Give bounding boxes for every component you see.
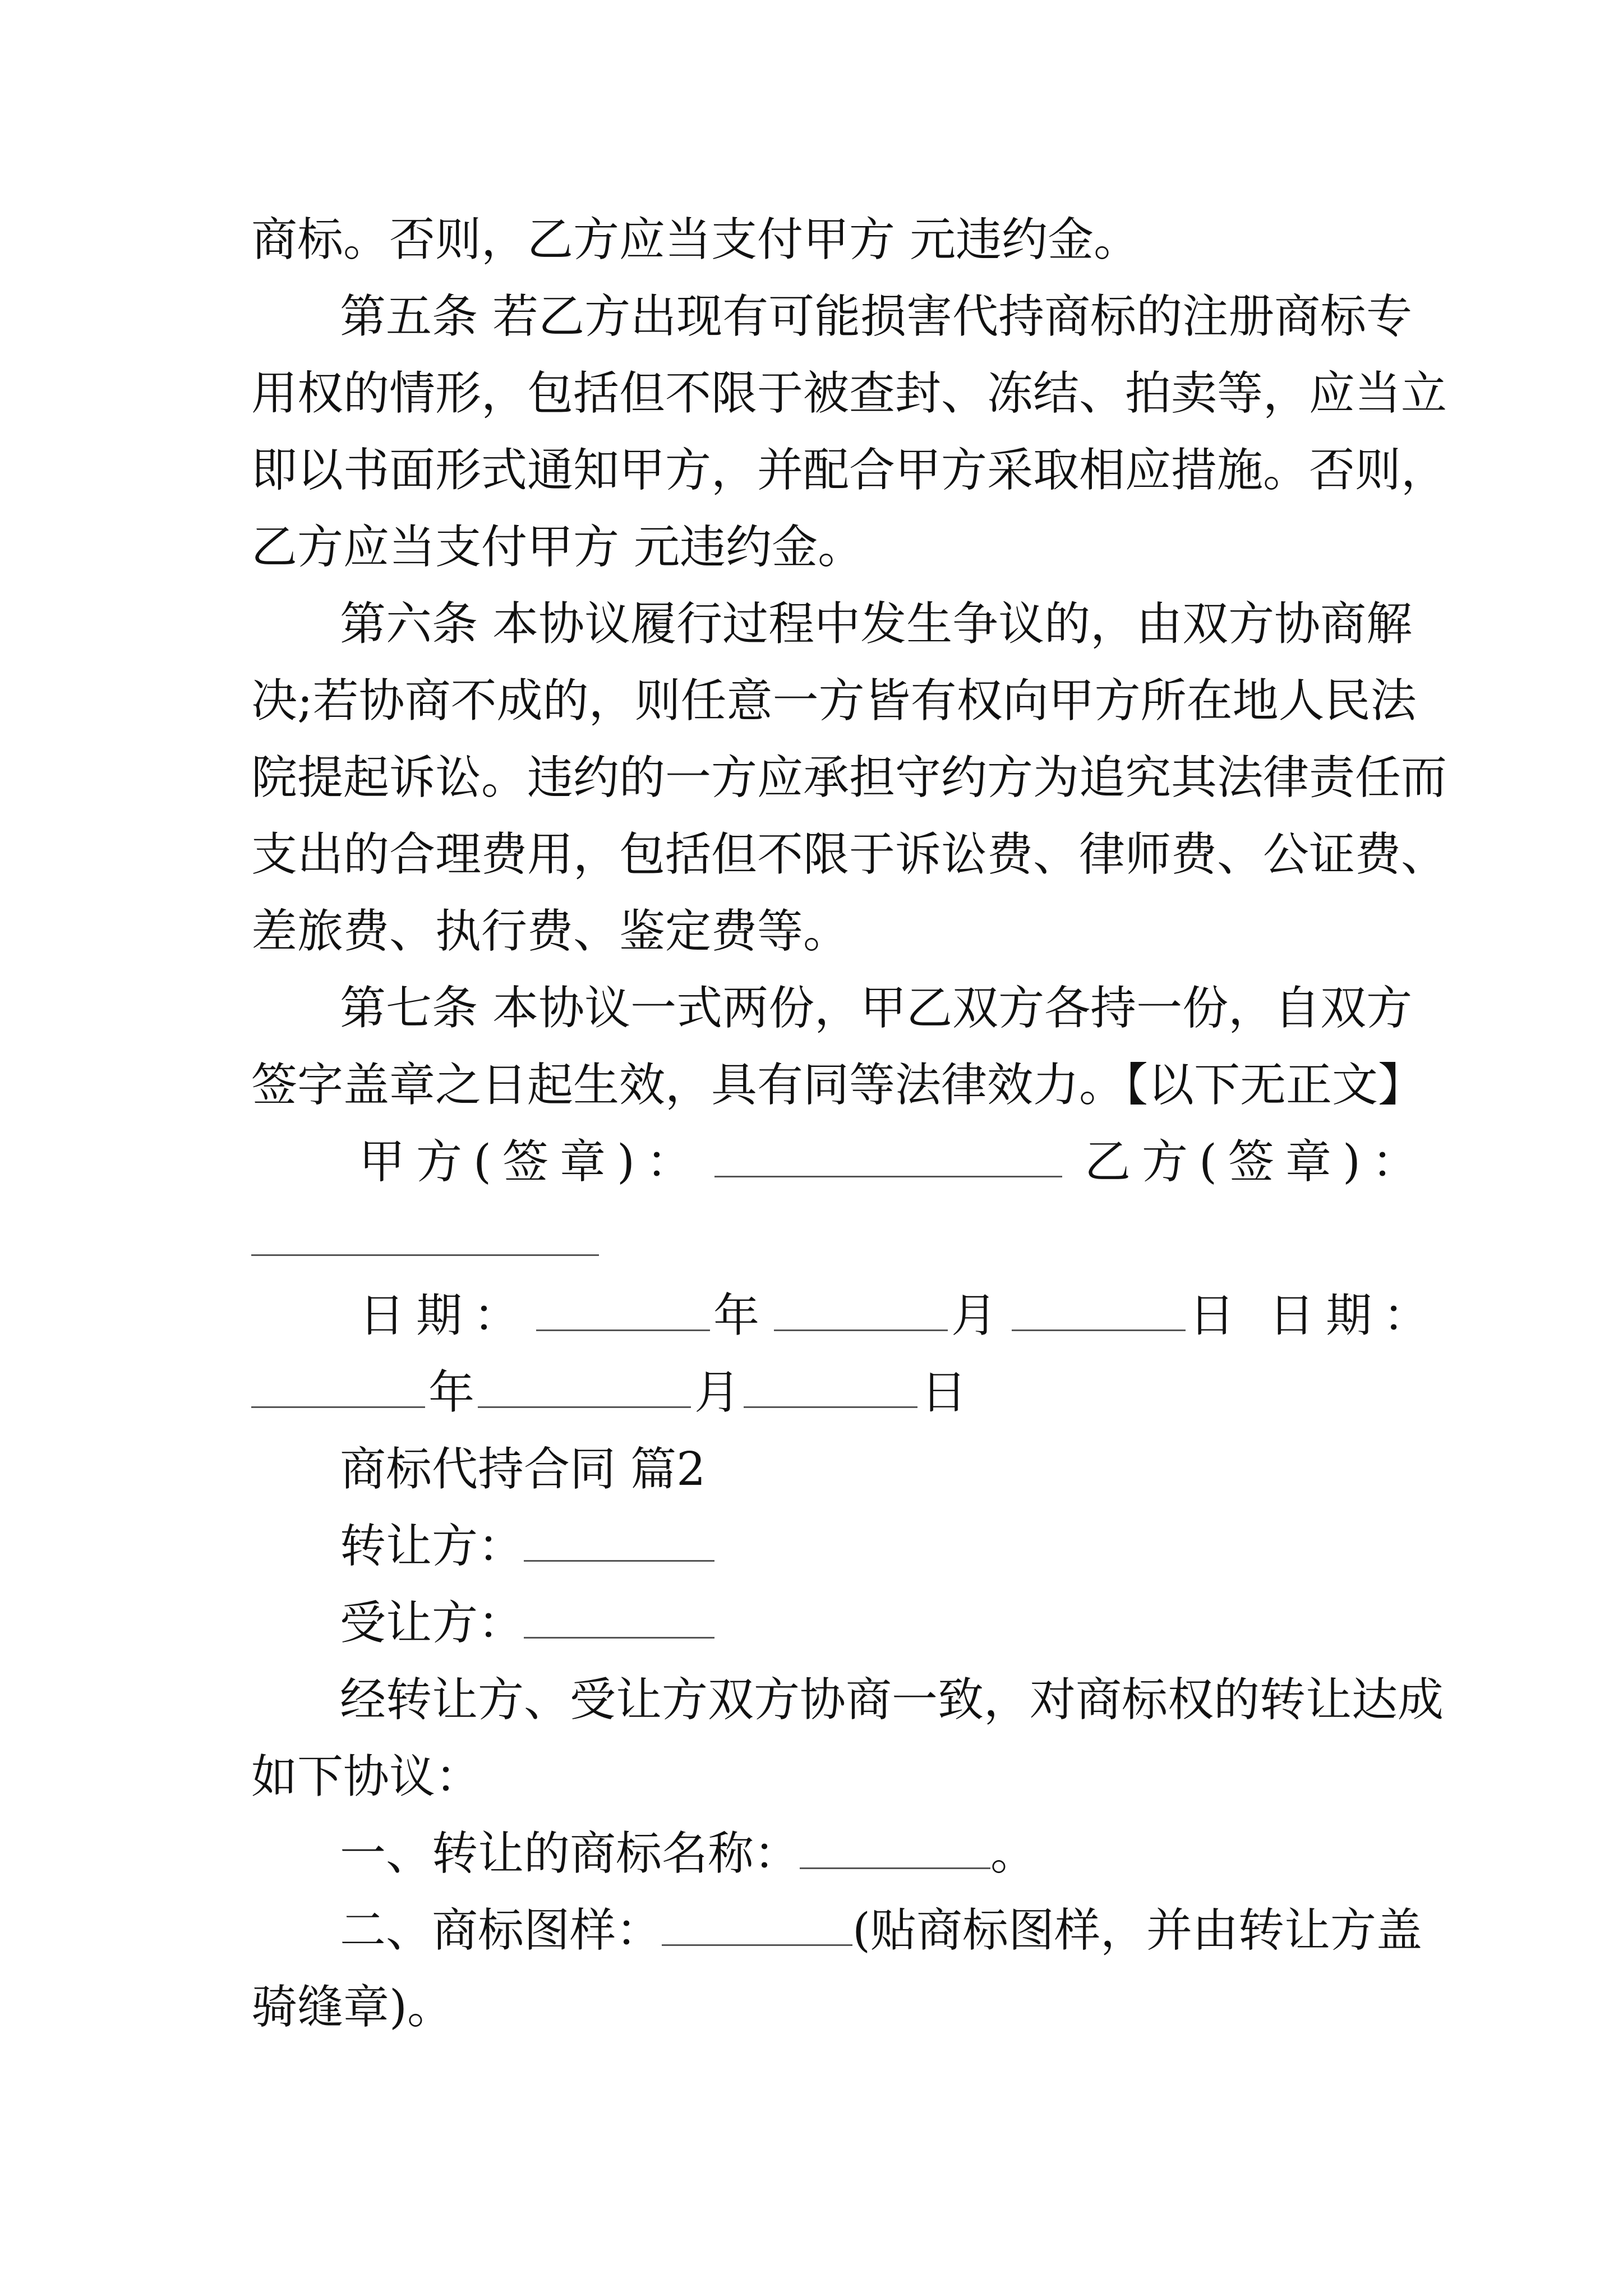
transferor-label: 转让方： [340, 1520, 524, 1573]
month-label: 月 [694, 1366, 741, 1419]
day-blank [1012, 1288, 1186, 1331]
party-b-signature-blank [251, 1254, 599, 1256]
item-2-label: 二、商标图样： [340, 1904, 662, 1957]
transferor-blank [524, 1519, 714, 1562]
year-blank [251, 1365, 425, 1408]
intro-line: 经转让方、受让方双方协商一致，对商标权的转让达成 [340, 1673, 1444, 1727]
intro-line: 如下协议： [251, 1750, 482, 1803]
text-line: 乙方应当支付甲方 元违约金。 [251, 521, 864, 574]
party-a-signature-blank [714, 1134, 1062, 1177]
item-1-row [340, 1826, 1036, 1882]
text-line: 院提起诉讼。违约的一方应承担守约方为追究其法律责任而 [251, 751, 1447, 804]
section-title: 商标代持合同 篇2 [340, 1443, 706, 1496]
day-label: 日 [921, 1366, 967, 1419]
item-2-row [340, 1903, 1422, 1959]
item-1-end: 。 [990, 1827, 1037, 1880]
month-blank [478, 1365, 691, 1408]
item-2-continuation: 骑缝章)。 [251, 1981, 453, 2034]
text-line: 支出的合理费用，包括但不限于诉讼费、律师费、公证费、 [251, 828, 1447, 881]
text-line: 即以书面形式通知甲方，并配合甲方采取相应措施。否则， [251, 444, 1447, 497]
item-1-label: 一、转让的商标名称： [340, 1827, 800, 1880]
month-label: 月 [951, 1289, 1009, 1342]
year-label: 年 [428, 1366, 475, 1419]
party-a-date-label: 日期： [359, 1289, 531, 1342]
day-blank [744, 1365, 917, 1408]
year-blank [536, 1288, 710, 1331]
article-6-heading-line: 第六条 本协议履行过程中发生争议的，由双方协商解 [340, 597, 1413, 651]
article-7-heading-line: 第七条 本协议一式两份，甲乙双方各持一份，自双方 [340, 982, 1413, 1035]
trademark-name-blank [800, 1826, 990, 1869]
party-b-date-row [251, 1365, 967, 1421]
transferor-row [340, 1519, 714, 1575]
text-line: 决;若协商不成的，则任意一方皆有权向甲方所在地人民法 [251, 674, 1417, 728]
transferee-label: 受让方： [340, 1596, 524, 1650]
transferee-blank [524, 1595, 714, 1639]
party-b-signature-label: 乙方(签章)： [1084, 1135, 1429, 1189]
text-line: 签字盖章之日起生效，具有同等法律效力。【以下无正文】 [251, 1059, 1424, 1112]
party-b-date-label: 日期： [1269, 1289, 1441, 1342]
signature-row [359, 1134, 1429, 1190]
text-line: 商标。否则，乙方应当支付甲方 元违约金。 [251, 213, 1140, 266]
day-label: 日 [1189, 1289, 1247, 1342]
transferee-row [340, 1595, 714, 1651]
article-5-heading-line: 第五条 若乙方出现有可能损害代持商标的注册商标专 [340, 290, 1413, 343]
year-label: 年 [713, 1289, 771, 1342]
month-blank [774, 1288, 948, 1331]
trademark-image-blank [662, 1903, 852, 1946]
party-a-signature-label: 甲方(签章)： [359, 1135, 703, 1189]
text-line: 差旅费、执行费、鉴定费等。 [251, 905, 850, 958]
item-2-text: (贴商标图样，并由转让方盖 [852, 1904, 1423, 1957]
text-line: 用权的情形，包括但不限于被查封、冻结、拍卖等，应当立 [251, 367, 1447, 420]
date-row [359, 1288, 1440, 1344]
